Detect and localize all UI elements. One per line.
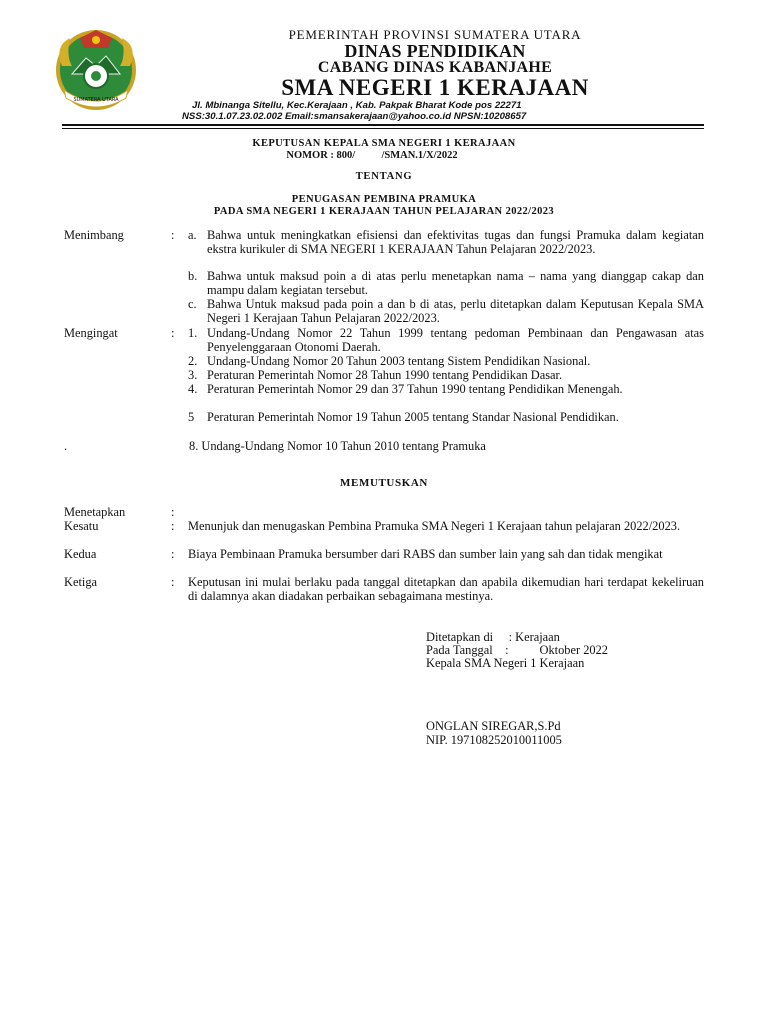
letterhead-rule-thick <box>62 124 704 126</box>
list-item-text: Bahwa untuk meningkatkan efisiensi dan efektivitas tugas dan fungsi Pramuka dalam kegiatan ekstra kurikuler di SMA NEGERI 1 KERAJAAN Tahun Pelajaran 2022/2023. <box>207 228 704 256</box>
decision-heading: MEMUTUSKAN <box>340 477 428 489</box>
list-item-text: Bahwa Untuk maksud pada poin a dan b di atas, perlu ditetapkan dalam Keputusan Kepala SMA Negeri 1 Kerajaan Tahun Pelajaran 2022/2023. <box>207 297 704 325</box>
list-marker: 1. <box>188 326 198 340</box>
mengingat-item-5 <box>188 410 704 424</box>
mengingat-label: Mengingat <box>64 326 118 340</box>
list-item-text: Undang-Undang Nomor 22 Tahun 1999 tentang pedoman Pembinaan dan Pengawasan atas Penyelenggaraan Otonomi Daerah. <box>207 326 704 354</box>
menimbang-item-c <box>188 297 704 325</box>
signatory-nip: NIP. 197108252010011005 <box>426 733 562 747</box>
mengingat-item-1 <box>188 326 704 354</box>
decision-label-kesatu: Kesatu <box>64 519 99 533</box>
signatory-name: ONGLAN SIREGAR,S.Pd <box>426 719 561 733</box>
signature-place: Ditetapkan di : Kerajaan <box>426 630 560 644</box>
mengingat-item-8: 8. Undang-Undang Nomor 10 Tahun 2010 tentang Pramuka <box>189 439 486 453</box>
menimbang-label: Menimbang <box>64 228 124 242</box>
decree-number: NOMOR : 800/ /SMAN.1/X/2022 <box>286 150 458 161</box>
decree-subject-line2: PADA SMA NEGERI 1 KERAJAAN TAHUN PELAJARAN 2022/2023 <box>213 206 555 217</box>
mengingat-colon: : <box>171 326 175 340</box>
decision-text-ketiga: Keputusan ini mulai berlaku pada tanggal ditetapkan dan apabila dikemudian hari terdapat kekeliruan di dalamnya akan diadakan perbaikan sebagaimana mestinya. <box>188 575 704 603</box>
decree-about: TENTANG <box>355 171 413 182</box>
school-address: Jl. Mbinanga Sitellu, Kec.Kerajaan , Kab. Pakpak Bharat Kode pos 22271 <box>192 100 522 111</box>
decision-colon: : <box>171 575 175 589</box>
mengingat-item-4 <box>188 382 704 396</box>
decision-label-menetapkan: Menetapkan <box>64 505 126 519</box>
office-name: DINAS PENDIDIKAN <box>344 41 526 61</box>
signature-position: Kepala SMA Negeri 1 Kerajaan <box>426 656 585 670</box>
mengingat-item-3 <box>188 368 704 382</box>
list-marker: b. <box>188 269 198 283</box>
school-name: SMA NEGERI 1 KERAJAAN <box>281 75 589 100</box>
list-marker: 5 <box>188 410 195 424</box>
decision-label-kedua: Kedua <box>64 547 97 561</box>
letterhead-rule-thin <box>62 128 704 129</box>
decision-colon: : <box>171 519 175 533</box>
list-item-text: Bahwa untuk maksud poin a di atas perlu menetapkan nama – nama yang dianggap cakap dan mampu dalam kegiatan tersebut. <box>207 269 704 297</box>
signature-date: Pada Tanggal : Oktober 2022 <box>426 643 608 657</box>
list-marker: 4. <box>188 382 198 396</box>
stray-mark: . <box>64 439 68 453</box>
school-identifiers: NSS:30.1.07.23.02.002 Email:smansakerajaan@yahoo.co.id NPSN:10208657 <box>182 111 527 122</box>
decision-colon: : <box>171 547 175 561</box>
branch-name: CABANG DINAS KABANJAHE <box>317 59 553 76</box>
decision-colon: : <box>171 505 175 519</box>
decision-text-kedua: Biaya Pembinaan Pramuka bersumber dari RABS dan sumber lain yang sah dan tidak mengikat <box>188 547 663 561</box>
list-item-text: Peraturan Pemerintah Nomor 19 Tahun 2005 tentang Standar Nasional Pendidikan. <box>207 410 619 424</box>
decision-text-kesatu: Menunjuk dan menugaskan Pembina Pramuka SMA Negeri 1 Kerajaan tahun pelajaran 2022/2023. <box>188 519 681 533</box>
list-marker: c. <box>188 297 197 311</box>
decree-title: KEPUTUSAN KEPALA SMA NEGERI 1 KERAJAAN <box>252 138 516 149</box>
emblem-ribbon-text: SUMATERA UTARA <box>73 97 119 103</box>
menimbang-colon: : <box>171 228 175 242</box>
decree-subject-line1: PENUGASAN PEMBINA PRAMUKA <box>291 194 477 205</box>
decision-label-ketiga: Ketiga <box>64 575 98 589</box>
menimbang-item-a <box>188 228 704 256</box>
list-item-text: Undang-Undang Nomor 20 Tahun 2003 tentang Sistem Pendidikan Nasional. <box>207 354 591 368</box>
list-item-text: Peraturan Pemerintah Nomor 29 dan 37 Tahun 1990 tentang Pendidikan Menengah. <box>207 382 623 396</box>
mengingat-item-2 <box>188 354 704 368</box>
list-item-text: Peraturan Pemerintah Nomor 28 Tahun 1990 tentang Pendidikan Dasar. <box>207 368 563 382</box>
list-marker: a. <box>188 228 197 242</box>
list-marker: 2. <box>188 354 198 368</box>
menimbang-item-b <box>188 269 704 297</box>
list-marker: 3. <box>188 368 198 382</box>
province-emblem-logo <box>50 26 142 112</box>
province-name: PEMERINTAH PROVINSI SUMATERA UTARA <box>288 27 582 42</box>
